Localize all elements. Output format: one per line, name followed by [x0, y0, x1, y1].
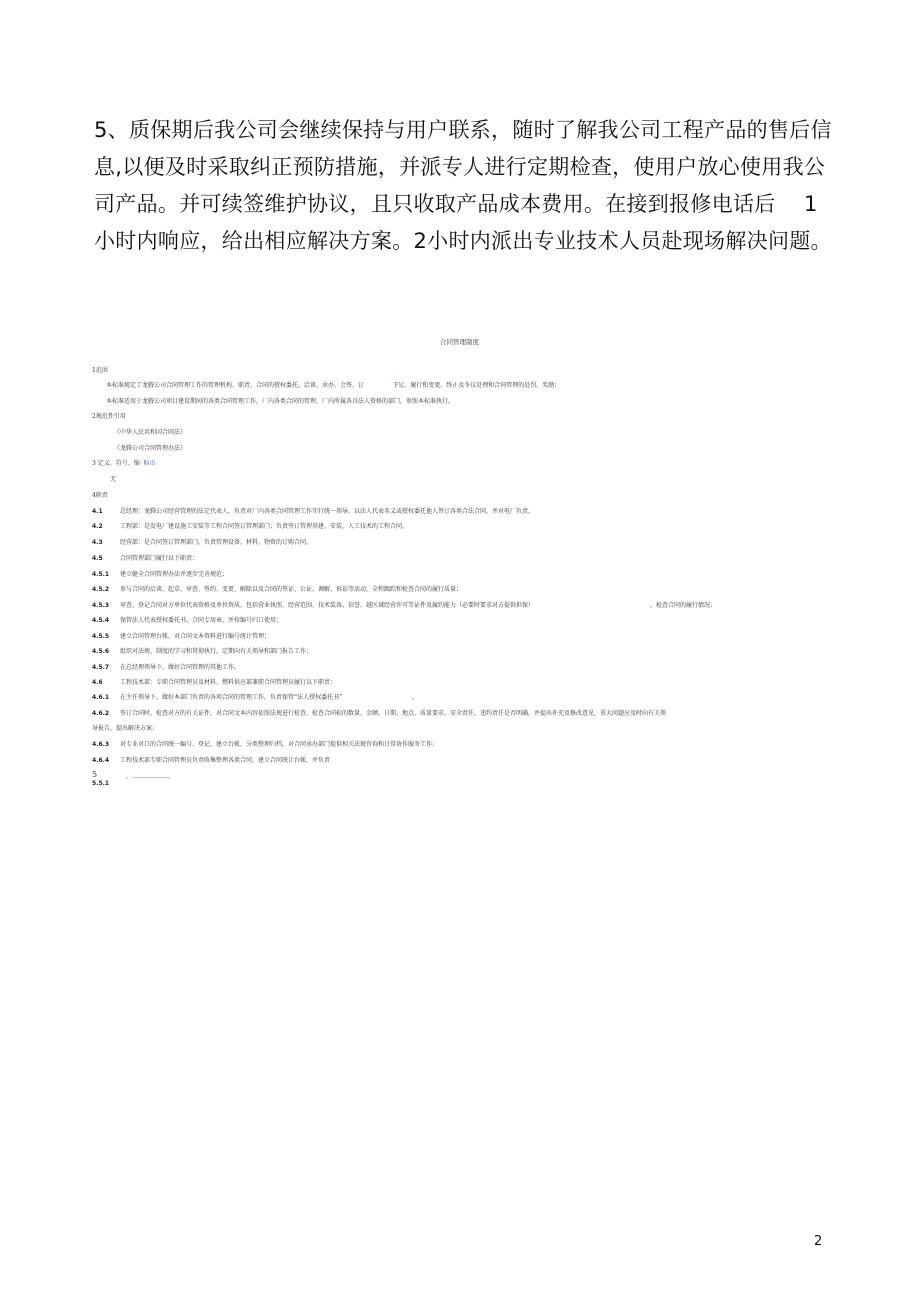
item-text: 建立合同管理台帐，对合同文本资料进行编号统计管理； — [120, 633, 271, 640]
document-title: 合同管理制度 — [440, 338, 479, 346]
item-text: 审查、登记合同对方单位代表资格及单位资质，包括营业执照、经营范围、技术装备、信誉、越区域经营许可等证件及履约能力（必要时要求对方提供担保） — [120, 602, 535, 609]
item-number: 4.6.1 — [92, 694, 110, 701]
section-heading: 3 定义、符号、缩· 略语 — [92, 460, 156, 467]
dotted-leader: ，………………， — [126, 773, 175, 780]
item-number: 4.6.3 — [92, 741, 110, 748]
item-number: 4.5.1 — [92, 571, 110, 578]
item-number: 4.5.5 — [92, 633, 110, 640]
item-number: 4.6 — [92, 679, 103, 686]
item-text: 合同管理部门履行以下职责： — [120, 555, 199, 562]
section-heading: 4职责 — [92, 492, 108, 499]
reference-item: 《中华人民共和国合同法》 — [114, 429, 187, 436]
item-tail-text: ，检查合同的履行情况； — [650, 602, 717, 609]
item-number: 4.1 — [92, 508, 103, 515]
item-text: 保管法人代表授权委托书、合同专用章，并按编号归口使用； — [120, 617, 283, 624]
page-number: 2 — [814, 1234, 823, 1249]
item-text: 建立健全合同管理办法并逐步完善规范； — [120, 571, 229, 578]
item-text: 工程部：是发电厂建设施工安装等工程合同签订管理部门；负责签订管理基建、安装、人工技术的工程合同。 — [120, 523, 409, 530]
item-text: 在总经理领导下，做好合同管理的其他工作。 — [120, 664, 241, 671]
item-text: 总经理：龙腾公司经营管理的法定代表人，负责对厂内各类合同管理工作实行统一领导。以法人代表名义或授权委托他人签订各类合法合同，并对电厂负责。 — [120, 508, 535, 515]
item-text: 工程技术部：专职合同管理员及材料、燃料供应部兼职合同管理员履行以下职责： — [120, 679, 337, 686]
section-text: 本标准规定了龙腾公司合同管理工作的管理机构、职责、合同的授权委托、洽谈、承办、会签、订 F屋、履行和变更、终止及争议处理和合同管理的处罚、奖励； — [106, 382, 561, 389]
paragraph-number: 1 — [804, 192, 818, 216]
item-number: 4.5.4 — [92, 617, 110, 624]
paragraph-line: 息,以便及时采取纠正预防措施，并派专人进行定期检查，使用户放心使用我公 — [94, 155, 826, 179]
item-number: 4.5.2 — [92, 586, 110, 593]
item-tail-text: ， — [412, 694, 419, 701]
item-number: 4.6.2 — [92, 710, 110, 717]
section-text: 无 — [110, 476, 117, 483]
item-number: 4.5.7 — [92, 664, 110, 671]
paragraph-line: 5、质保期后我公司会继续保持与用户联系，随时了解我公司工程产品的售后信 — [94, 118, 832, 142]
item-number: 4.5.3 — [92, 602, 110, 609]
section-number: 5.5.1 — [92, 780, 110, 787]
item-text: 组织对法规、制度的学习和贯彻执行，定期向有关领导和部门报告工作； — [120, 648, 313, 655]
item-text: 导报告，提出解决方案； — [92, 725, 159, 732]
item-number: 4.2 — [92, 523, 103, 530]
section-heading: 2规范性引用 — [92, 413, 126, 420]
body-paragraph — [94, 112, 834, 260]
item-text: 对专业对口的合同统一编号、登记、建立台帐，分类整理归档，对合同承办部门提供相关法规咨询和日常协作服务工作； — [120, 741, 439, 748]
section-heading: 1范围 — [92, 367, 108, 374]
item-number: 4.6.4 — [92, 757, 110, 764]
item-text: 工程技术部专职合同管理员负责收集整理各类合同，建立合同统计台帐，并负责 — [120, 757, 331, 764]
reference-item: 《龙腾公司合同管理办法》 — [114, 445, 187, 452]
section-text: 本标准适用于龙腾公司项目建设期间的各类合同管理工作，厂内各类合同的管理，厂内所属各具法人资格的部门，参照本标准执行。 — [106, 398, 455, 405]
item-text: 在主任领导下，做好本部门负责的各项合同的管理工作，负责保管“法人授权委托书” — [120, 694, 343, 701]
item-number: 4.5 — [92, 555, 103, 562]
item-text: 参与合同的洽谈、起草、审查、签约、变更、解除以及合同的签证、公证、调解、诉讼等活动，全程跟踪和检查合同的履行质量； — [120, 586, 463, 593]
item-text: 经营部：是合同签订管理部门，负责管理设备、材料、物资的订购合同。 — [120, 539, 313, 546]
paragraph-line: 小时内响应，给出相应解决方案。2小时内派出专业技术人员赴现场解决问题。 — [94, 229, 832, 253]
item-number: 4.5.6 — [92, 648, 110, 655]
item-number: 4.3 — [92, 539, 103, 546]
section-number: 5 — [92, 770, 98, 779]
item-text: 签订合同时，检查对方的有关证件，对合同文本内容依照法规进行检查，检查合同标的数量、金额、日期、地点、质量要求、安全责任、违约责任是否明确，并提出补充及修改意见，重大问题应及时向有关领 — [120, 710, 667, 717]
paragraph-line: 司产品。并可续签维护协议，且只收取产品成本费用。在接到报修电话后 1 — [94, 186, 834, 223]
